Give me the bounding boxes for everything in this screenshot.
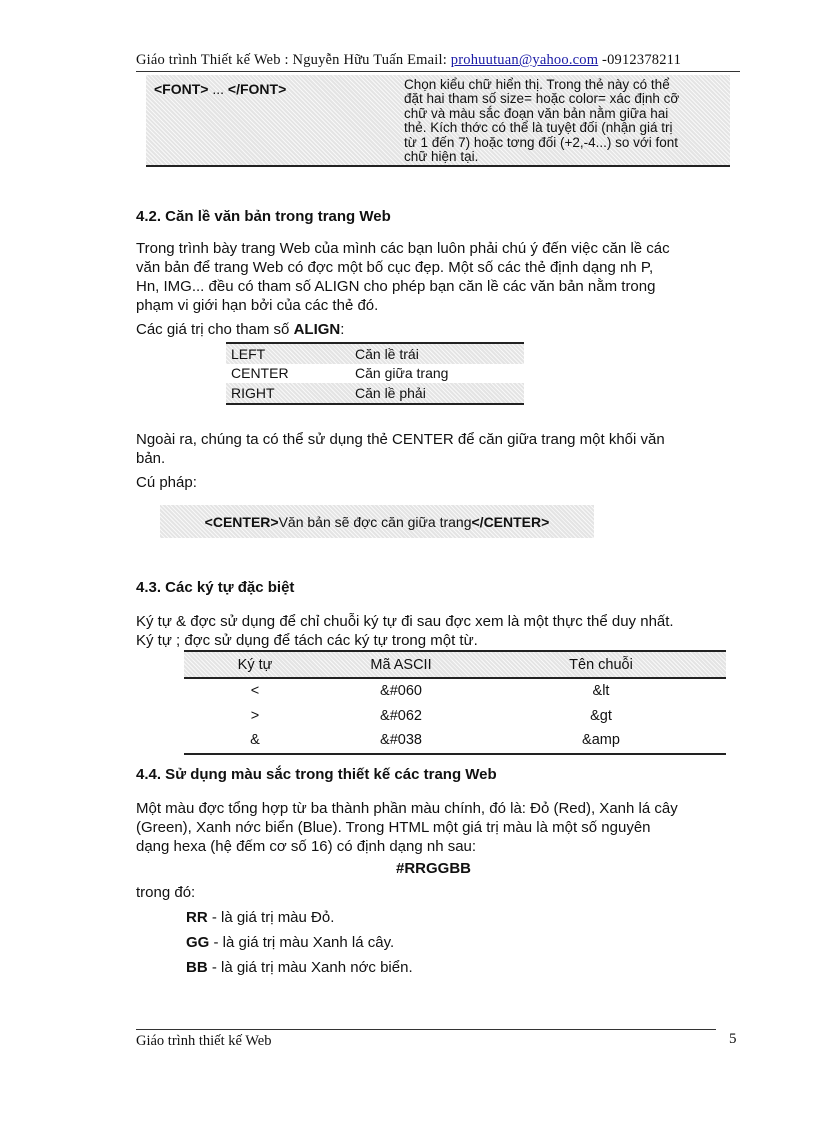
section-4-3-paragraph: Ký tự & đợc sử dụng để chỉ chuỗi ký tự đi sau đợc xem là một thực thể duy nhất. Ký tự ; đợc sử dụng để tách các ký tự trong một từ. [136, 613, 674, 649]
footer-title: Giáo trình thiết kế Web [136, 1033, 272, 1049]
header-phone: -0912378211 [598, 52, 682, 68]
special-chars-table [184, 650, 726, 755]
align-row-center: CENTER Căn giữa trang [231, 365, 449, 382]
section-4-2-paragraph: Trong trình bày trang Web của mình các bạn luôn phải chú ý đến việc căn lề các văn bản để trang Web có đợc một bố cục đẹp. Một số các thẻ định dạng nh P, Hn, IMG... đều có tham số ALIGN cho phép bạn căn lề các văn bản nằm trong phạm vi giới hạn bởi của các thẻ đó. [136, 240, 670, 314]
where-label: trong đó: [136, 884, 196, 901]
list-item: BB - là giá trị màu Xanh nớc biển. [186, 959, 413, 976]
header-title: Giáo trình Thiết kế Web : Nguyễn Hữu Tuấn Email: [136, 52, 451, 68]
center-tag-paragraph: Ngoài ra, chúng ta có thể sử dụng thẻ CENTER để căn giữa trang một khối văn bản. [136, 431, 665, 467]
center-syntax-box: <CENTER> Văn bản sẽ đợc căn giữa trang </CENTER> [160, 505, 594, 538]
table-row: < &#060 &lt [250, 683, 610, 700]
footer-divider [136, 1029, 716, 1030]
list-item: RR - là giá trị màu Đỏ. [186, 909, 335, 926]
align-intro: Các giá trị cho tham số ALIGN: [136, 321, 345, 338]
font-tag-cell: <FONT> ... </FONT> [154, 81, 287, 97]
font-tag-table [146, 75, 730, 167]
align-values-table [226, 342, 524, 405]
align-row-left: LEFT Căn lề trái [226, 344, 524, 364]
page-number: 5 [729, 1031, 737, 1047]
font-tag-description: Chọn kiểu chữ hiển thị. Trong thẻ này có thể đặt hai tham số size= hoặc color= xác định cỡ chữ và màu sắc đoạn văn bản nằm giữa hai thẻ. Kích thớc có thể là tuyệt đối (nhận giá trị từ 1 đến 7) hoặc tơng đối (+2,-4...) so với font chữ hiện tại. [404, 77, 680, 165]
table-row: > &#062 &gt [250, 707, 612, 724]
syntax-label: Cú pháp: [136, 474, 197, 491]
header-divider [136, 71, 740, 72]
section-4-4-paragraph: Một màu đợc tổng hợp từ ba thành phần màu chính, đó là: Đỏ (Red), Xanh lá cây (Green), Xanh nớc biển (Blue). Trong HTML một giá trị màu là một số nguyên dạng hexa (hệ đếm cơ số 16) có định dạng nh sau: [136, 800, 678, 855]
align-row-right: RIGHT Căn lề phải [226, 383, 524, 403]
table-header-row: Ký tự Mã ASCII Tên chuỗi [184, 652, 726, 679]
section-heading-4-2: 4.2. Căn lề văn bản trong trang Web [136, 208, 391, 225]
color-format: #RRGGBB [396, 860, 472, 877]
list-item: GG - là giá trị màu Xanh lá cây. [186, 934, 395, 951]
section-heading-4-4: 4.4. Sử dụng màu sắc trong thiết kế các trang Web [136, 766, 497, 783]
header-email-link[interactable]: prohuutuan@yahoo.com [450, 52, 599, 68]
table-row: & &#038 &amp [250, 732, 620, 749]
page-header [136, 52, 740, 69]
section-heading-4-3: 4.3. Các ký tự đặc biệt [136, 579, 295, 596]
